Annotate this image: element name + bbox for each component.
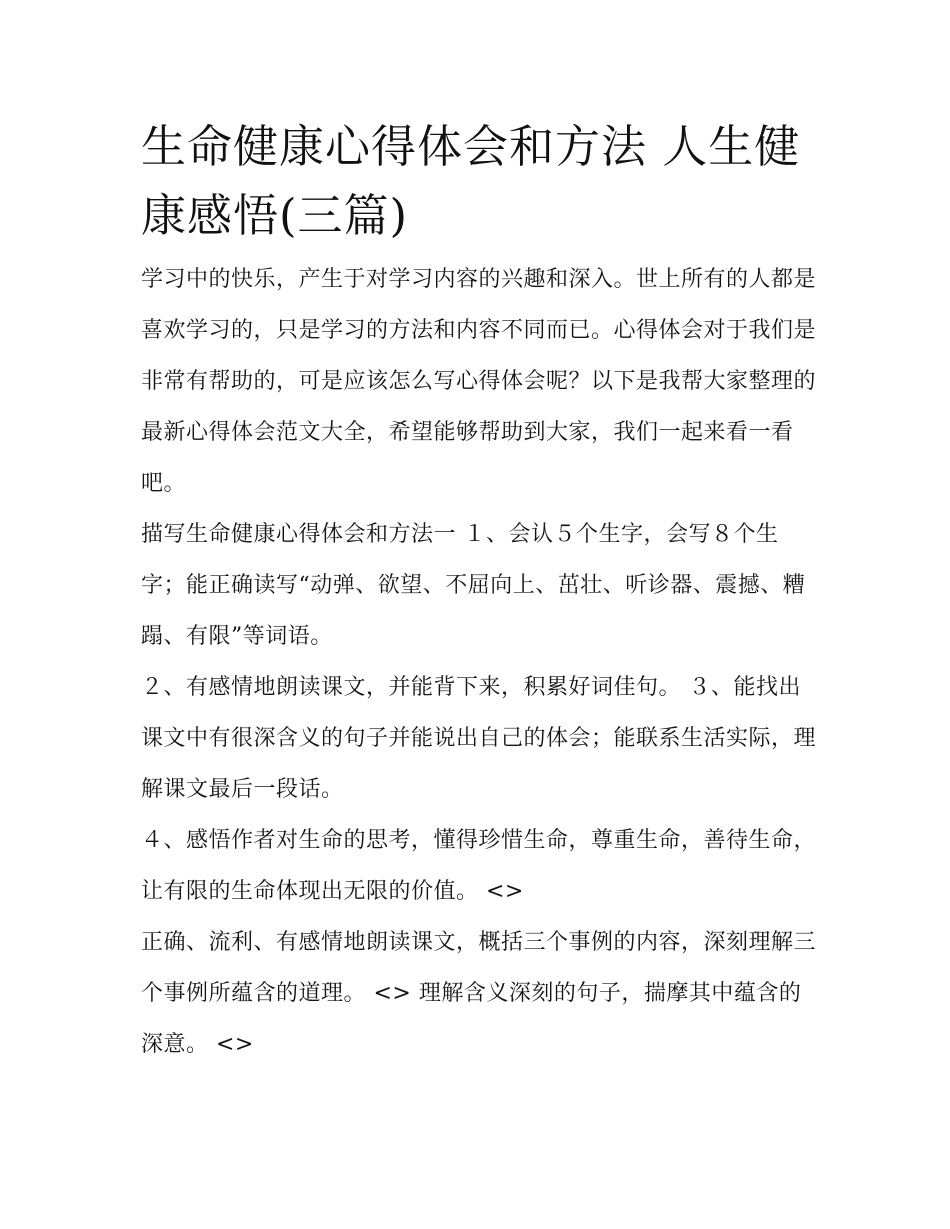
- paragraph-key-points: 正确、流利、有感情地朗读课文，概括三个事例的内容，深刻理解三个事例所蕴含的道理。 <> 理解含义深刻的句子，揣摩其中蕴含的深意。 <>: [141, 930, 817, 1057]
- intro-paragraph: 学习中的快乐，产生于对学习内容的兴趣和深入。世上所有的人都是喜欢学习的，只是学习的方法和内容不同而已。心得体会对于我们是非常有帮助的，可是应该怎么写心得体会呢？以下是我帮大家整理的最新心得体会范文大全，希望能够帮助到大家，我们一起来看一看吧。: [141, 267, 817, 496]
- document-title: 生命健康心得体会和方法 人生健康感悟(三篇): [141, 120, 801, 242]
- document-page: [141, 112, 821, 1070]
- paragraph-objectives-1: 描写生命健康心得体会和方法一 １、会认５个生字，会写８个生字；能正确读写“动弹、欲望、不屈向上、茁壮、听诊器、震撼、糟蹋、有限”等词语。: [141, 522, 806, 649]
- paragraph-objectives-2-3: ２、有感情地朗读课文，并能背下来，积累好词佳句。 ３、能找出课文中有很深含义的句子并能说出自己的体会；能联系生活实际，理解课文最后一段话。: [141, 675, 817, 802]
- document-body: [141, 254, 821, 1070]
- title-block: [141, 112, 821, 250]
- paragraph-objectives-4: ４、感悟作者对生命的思考，懂得珍惜生命，尊重生命，善待生命，让有限的生命体现出无限的价值。 <>: [141, 828, 817, 904]
